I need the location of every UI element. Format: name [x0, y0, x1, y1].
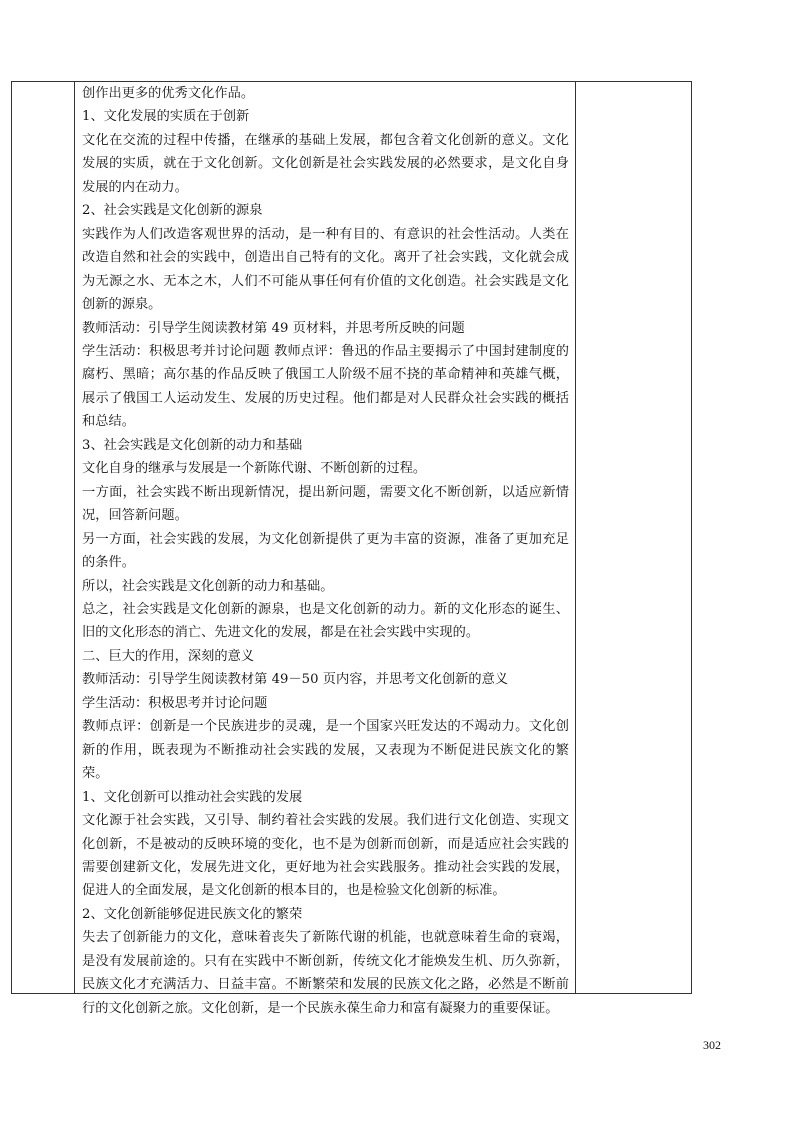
teacher-activity: 教师活动：引导学生阅读教材第 49－50 页内容，并思考文化创新的意义: [82, 672, 509, 688]
paragraph: 文化源于社会实践，又引导、制约着社会实践的发展。我们进行文化创造、实现文化创新，不是被动的反映环境的变化，也不是为创新而创新，而是适应社会实践的需要创建新文化，发展先进文化，更好地为社会实践服务。推动社会实践的发展，促进人的全面发展，是文化创新的根本目的，也是检验文化创新的标准。: [82, 813, 569, 899]
student-activity: 学生活动：积极思考并讨论问题 教师点评：鲁迅的作品主要揭示了中国封建制度的腐朽、黑暗；高尔基的作品反映了俄国工人阶级不屈不挠的革命精神和英雄气概，展示了俄国工人运动发生、发展的历史过程。他们都是对人民群众社会实践的概括和总结。: [82, 343, 569, 430]
teacher-comment: 教师点评：创新是一个民族进步的灵魂，是一个国家兴旺发达的不竭动力。文化创新的作用，既表现为不断推动社会实践的发展，又表现为不断促进民族文化的繁荣。: [82, 719, 569, 782]
student-activity: 学生活动：积极思考并讨论问题: [82, 695, 268, 711]
left-column-cell: [12, 82, 75, 993]
paragraph: 文化在交流的过程中传播，在继承的基础上发展，都包含着文化创新的意义。文化发展的实质，就在于文化创新。文化创新是社会实践发展的必然要求，是文化自身发展的内在动力。: [82, 132, 569, 195]
teacher-activity: 教师活动：引导学生阅读教材第 49 页材料，并思考所反映的问题: [82, 320, 465, 336]
section-heading: 1、文化创新可以推动社会实践的发展: [82, 789, 303, 805]
page-number: 302: [703, 1038, 721, 1052]
paragraph: 总之，社会实践是文化创新的源泉，也是文化创新的动力。新的文化形态的诞生、旧的文化形态的消亡、先进文化的发展，都是在社会实践中实现的。: [82, 601, 569, 641]
lesson-table: [11, 81, 692, 1016]
paragraph: 创作出更多的优秀文化作品。: [82, 86, 255, 101]
paragraph: 一方面，社会实践不断出现新情况，提出新问题，需要文化不断创新，以适应新情况，回答新问题。: [82, 484, 569, 524]
section-heading: 3、社会实践是文化创新的动力和基础: [82, 437, 303, 453]
right-column-cell: [576, 82, 691, 993]
paragraph: 所以，社会实践是文化创新的动力和基础。: [82, 578, 334, 594]
section-heading: 2、社会实践是文化创新的源泉: [82, 203, 263, 219]
paragraph: 实践作为人们改造客观世界的活动，是一种有目的、有意识的社会性活动。人类在改造自然和社会的实践中，创造出自己特有的文化。离开了社会实践，文化就会成为无源之水、无本之木，人们不可能从事任何有价值的文化创造。社会实践是文化创新的源泉。: [82, 226, 569, 313]
paragraph: 文化自身的继承与发展是一个新陈代谢、不断创新的过程。: [82, 461, 427, 477]
paragraph: 失去了创新能力的文化，意味着丧失了新陈代谢的机能，也就意味着生命的衰竭，是没有发展前途的。只有在实践中不断创新，传统文化才能焕发生机、历久弥新，民族文化才充满活力、日益丰富。不断繁荣和发展的民族文化之路，必然是不断前行的文化创新之旅。文化创新，是一个民族永葆生命力和富有凝聚力的重要保证。: [82, 930, 569, 1016]
section-heading: 2、文化创新能够促进民族文化的繁荣: [82, 906, 303, 922]
paragraph: 另一方面，社会实践的发展，为文化创新提供了更为丰富的资源，准备了更加充足的条件。: [82, 531, 569, 571]
section-heading: 1、文化发展的实质在于创新: [82, 109, 250, 125]
main-content-cell: [75, 82, 576, 1016]
section-heading: 二、巨大的作用，深刻的意义: [82, 648, 255, 664]
